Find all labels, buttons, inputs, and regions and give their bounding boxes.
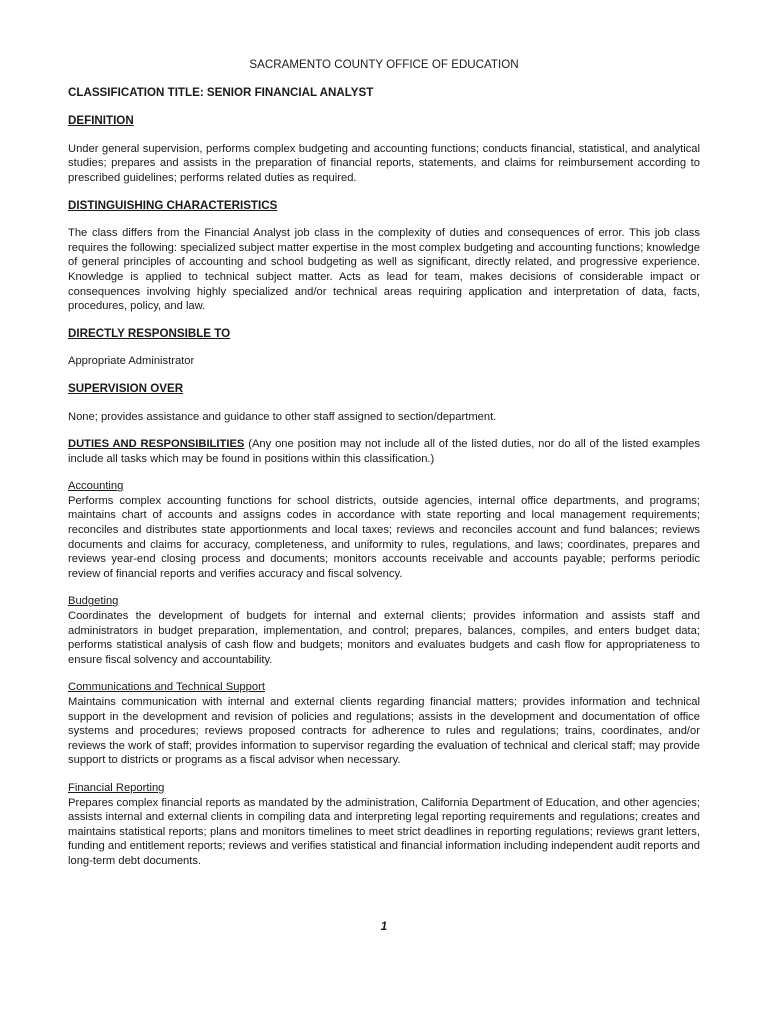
duties-financial-reporting <box>68 781 700 869</box>
distinguishing-heading: DISTINGUISHING CHARACTERISTICS <box>68 198 278 212</box>
communications-heading: Communications and Technical Support <box>68 681 265 694</box>
duties-communications <box>68 680 700 768</box>
supervision-heading: SUPERVISION OVER <box>68 381 184 395</box>
budgeting-text: Coordinates the development of budgets for internal and external clients; provides information and assists staff and administrators in budget preparation, implementation, and control; prepares, balances, compiles, and enters budget data; performs statistical analysis of cash flow and budgets; monitors and evaluates budgets and cash flow for appropriateness to ensure fiscal solvency and accountability. <box>68 610 700 666</box>
classification-title: CLASSIFICATION TITLE: SENIOR FINANCIAL ANALYST <box>68 85 374 99</box>
duties-heading: DUTIES AND RESPONSIBILITIES <box>68 438 245 451</box>
supervision-text: None; provides assistance and guidance to other staff assigned to section/department. <box>68 410 497 423</box>
accounting-text: Performs complex accounting functions for school districts, outside agencies, internal office departments, and programs; maintains chart of accounts and assigns codes in accordance with state reporting and local management requirements; reconciles and distributes state apportionments and local taxes; reviews and reconciles account and fund balances; reviews documents and claims for accuracy, completeness, and uniformity to rules, regulations, and laws; coordinates, prepares and reviews year-end closing process and documents; monitors accounts receivable and accounts payable; performs periodic review of financial reports and verifies accuracy and fiscal solvency. <box>68 494 700 580</box>
duties-intro: (Any one position may not include all of the listed duties, nor do all of the listed examples include all tasks which may be found in positions within this classification.) <box>68 438 700 465</box>
accounting-heading: Accounting <box>68 480 124 493</box>
financial-reporting-heading: Financial Reporting <box>68 781 165 794</box>
distinguishing-text: The class differs from the Financial Analyst job class in the complexity of duties and consequences of error. This job class requires the following: specialized subject matter expertise in the most complex budgeting and accounting functions; knowledge of general principles of accounting and school budgeting as well as significant, directly related, and progressive experience. Knowledge is applied to technical subject matter. Acts as lead for team, makes decisions of considerable impact or consequences involving highly specialized and/or technical areas requiring application and interpretation of data, facts, procedures, policy, and law. <box>68 227 700 313</box>
duties-paragraph <box>68 437 700 466</box>
responsible-to-text: Appropriate Administrator <box>68 355 195 368</box>
duties-budgeting <box>68 594 700 667</box>
financial-reporting-text: Prepares complex financial reports as mandated by the administration, California Department of Education, and other agencies; assists internal and external clients in compiling data and interpreting legal reporting requirements and regulations; creates and maintains statistical reports; plans and monitors timelines to meet strict deadlines in reporting regulations; reviews grant letters, funding and entitlement reports; reviews and verifies statistical and financial information including independent audit reports and long-term debt documents. <box>68 796 700 867</box>
responsible-to-heading: DIRECTLY RESPONSIBLE TO <box>68 326 231 340</box>
organization-title: SACRAMENTO COUNTY OFFICE OF EDUCATION <box>249 58 519 71</box>
budgeting-heading: Budgeting <box>68 595 119 608</box>
duties-accounting <box>68 479 700 581</box>
communications-text: Maintains communication with internal and external clients regarding financial matters; provides information and technical support in the development and revision of policies and regulations; assists in the development and documentation of office systems and procedures; reviews proposed contracts for adherence to rules and regulations; trains, coordinates, and/or reviews the work of staff; provides information to supervisor regarding the evaluation of technical and clerical staff; may provide support to districts or programs as a fiscal advisor when necessary. <box>68 696 700 767</box>
definition-heading: DEFINITION <box>68 114 134 128</box>
page-number: 1 <box>380 920 388 933</box>
definition-text: Under general supervision, performs complex budgeting and accounting functions; conducts financial, statistical, and analytical studies; prepares and assists in the preparation of financial reports, statements, and claims for reimbursement according to prescribed guidelines; performs related duties as required. <box>68 142 700 184</box>
document-page <box>68 58 700 882</box>
